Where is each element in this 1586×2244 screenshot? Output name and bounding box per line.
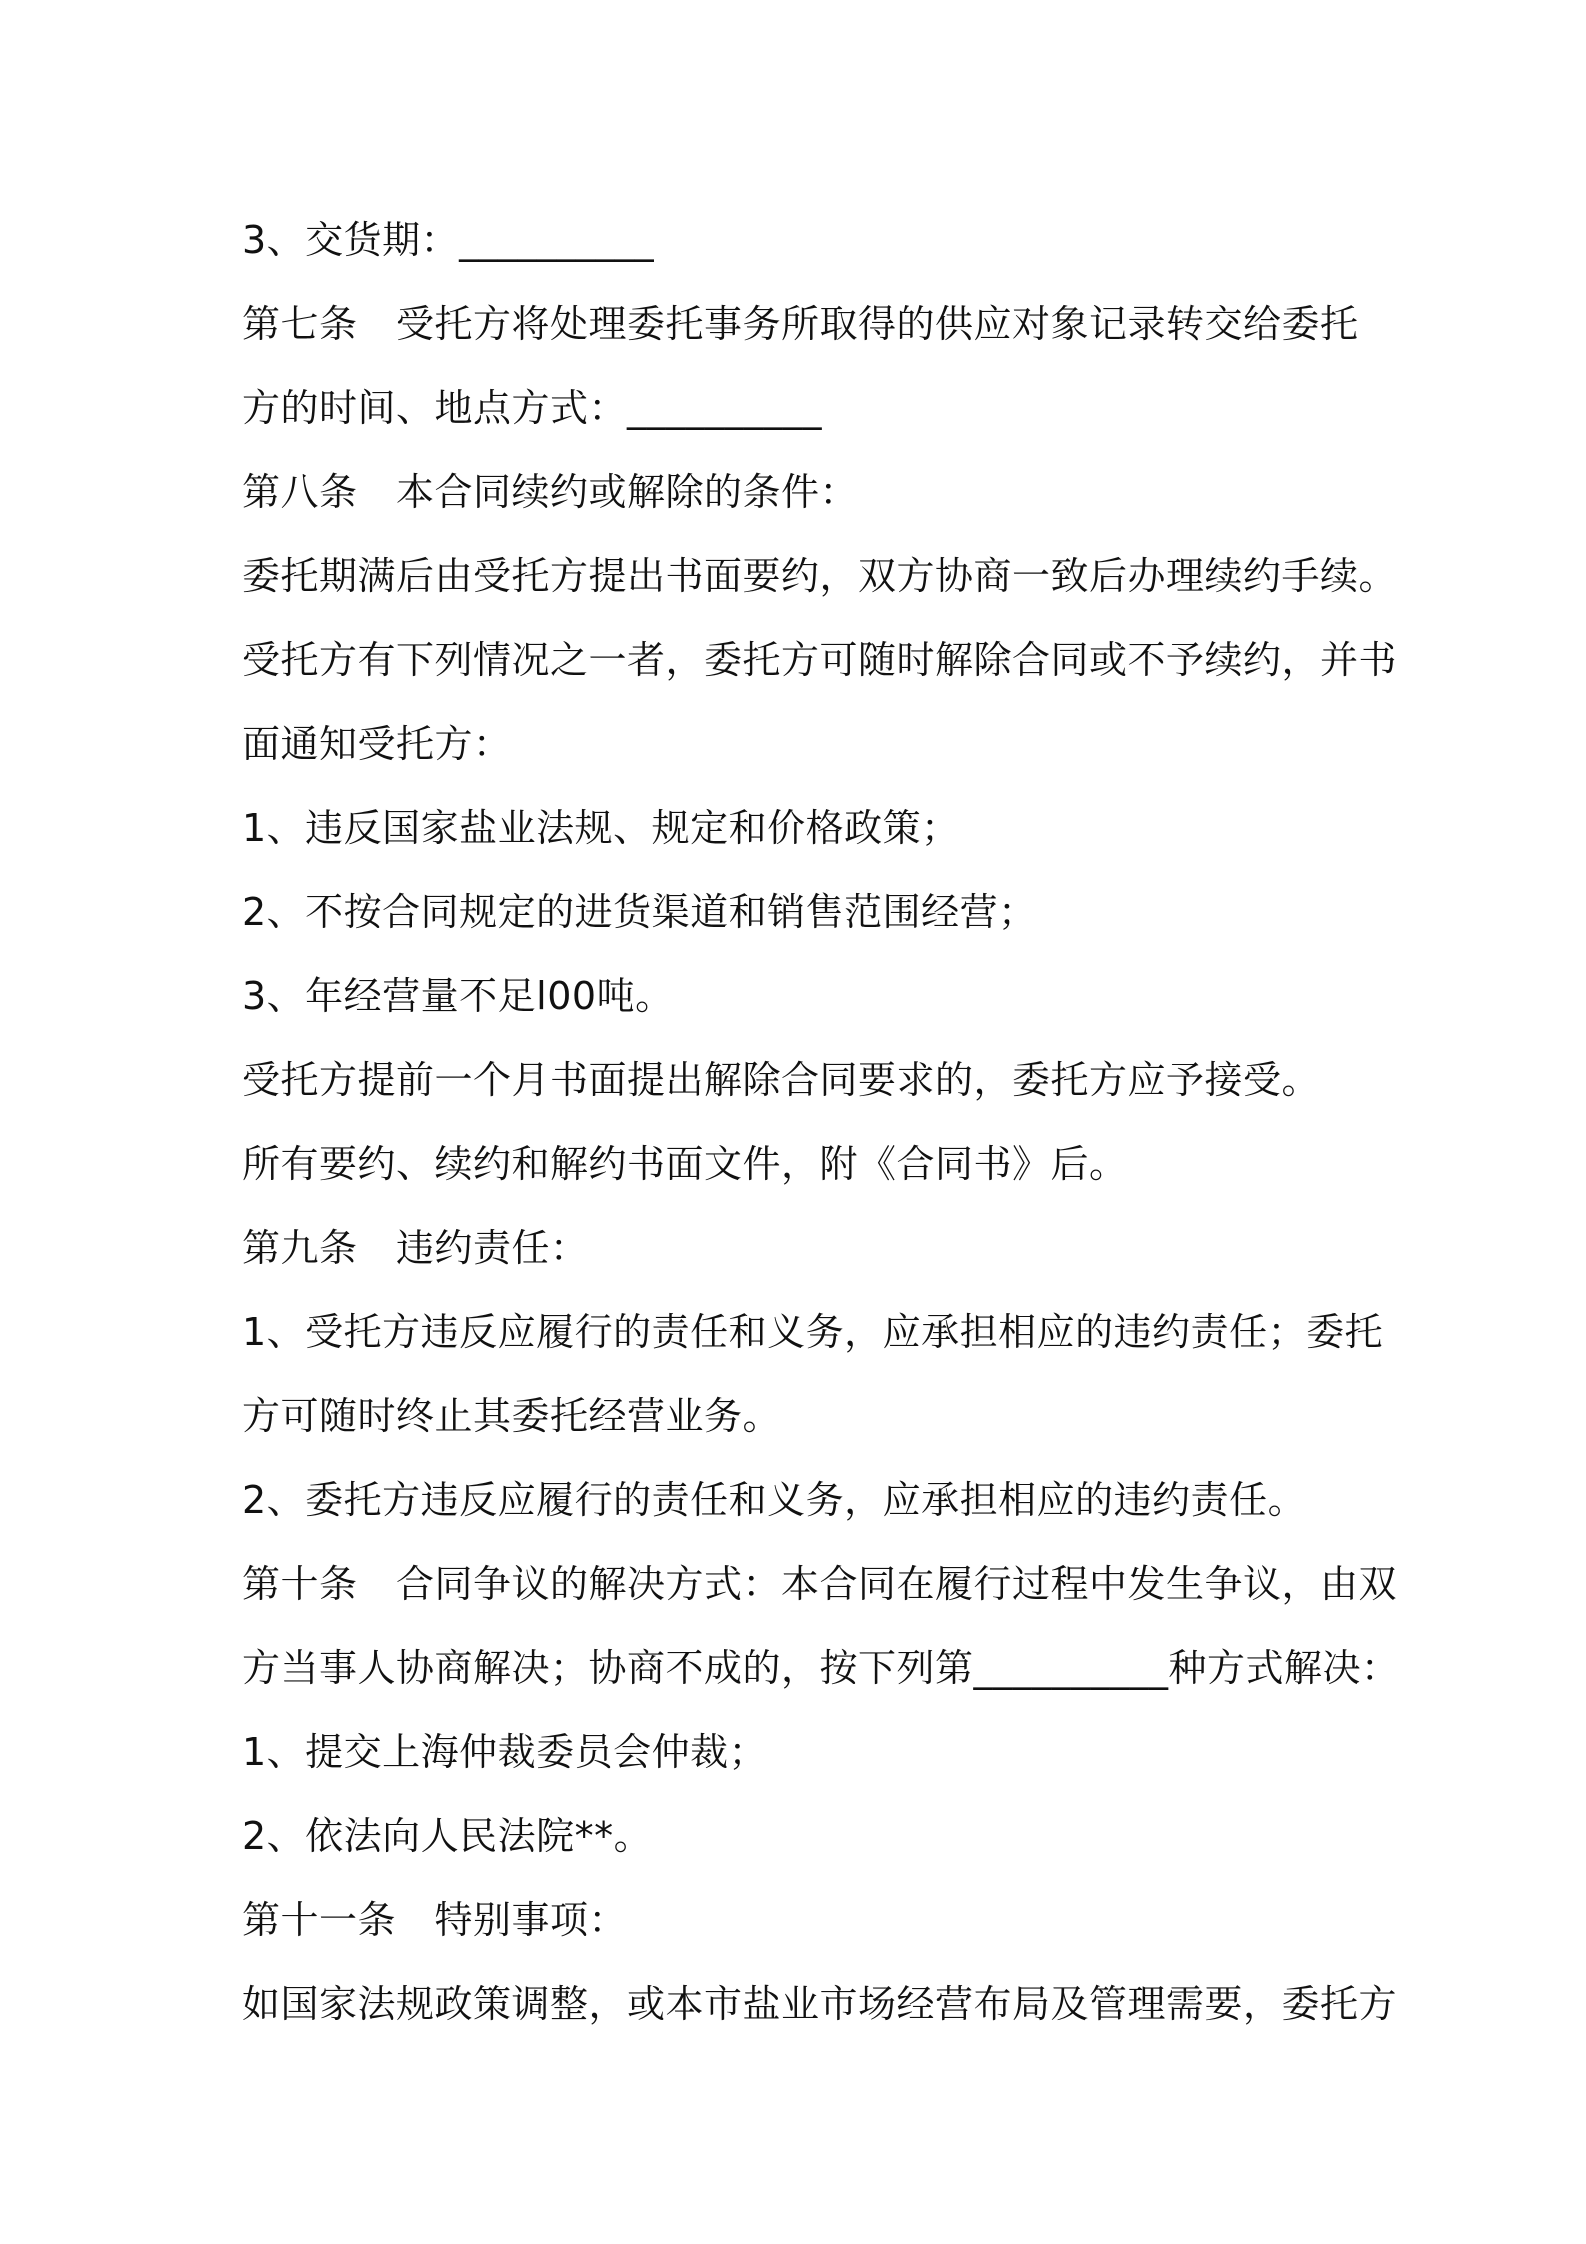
text-line: 方当事人协商解决；协商不成的，按下列第__________种方式解决： <box>242 1646 1400 1690</box>
text-line: 3、交货期：__________ <box>242 218 655 262</box>
text-line: 委托期满后由受托方提出书面要约，双方协商一致后办理续约手续。 <box>242 554 1398 598</box>
text-line: 2、不按合同规定的进货渠道和销售范围经营； <box>242 890 1037 934</box>
text-line: 第九条 违约责任： <box>242 1226 589 1270</box>
text-line: 第七条 受托方将处理委托事务所取得的供应对象记录转交给委托 <box>242 302 1359 346</box>
contract-text <box>242 198 1400 2046</box>
text-line: 如国家法规政策调整，或本市盐业市场经营布局及管理需要，委托方 <box>242 1982 1398 2026</box>
text-line: 3、年经营量不足l00吨。 <box>242 974 674 1018</box>
text-line: 面通知受托方： <box>242 722 512 766</box>
text-line: 1、违反国家盐业法规、规定和价格政策； <box>242 806 960 850</box>
text-line: 1、受托方违反应履行的责任和义务，应承担相应的违约责任；委托 <box>242 1310 1384 1354</box>
text-line: 2、依法向人民法院**。 <box>242 1814 653 1858</box>
text-line: 第十一条 特别事项： <box>242 1898 628 1942</box>
text-line: 1、提交上海仲裁委员会仲裁； <box>242 1730 768 1774</box>
text-line: 方可随时终止其委托经营业务。 <box>242 1394 782 1438</box>
text-line: 方的时间、地点方式：__________ <box>242 386 823 430</box>
text-line: 受托方提前一个月书面提出解除合同要求的，委托方应予接受。 <box>242 1058 1321 1102</box>
text-line: 受托方有下列情况之一者，委托方可随时解除合同或不予续约，并书 <box>242 638 1398 682</box>
text-line: 2、委托方违反应履行的责任和义务，应承担相应的违约责任。 <box>242 1478 1307 1522</box>
text-line: 第八条 本合同续约或解除的条件： <box>242 470 859 514</box>
text-line: 第十条 合同争议的解决方式：本合同在履行过程中发生争议，由双 <box>242 1562 1398 1606</box>
text-line: 所有要约、续约和解约书面文件，附《合同书》后。 <box>242 1142 1128 1186</box>
